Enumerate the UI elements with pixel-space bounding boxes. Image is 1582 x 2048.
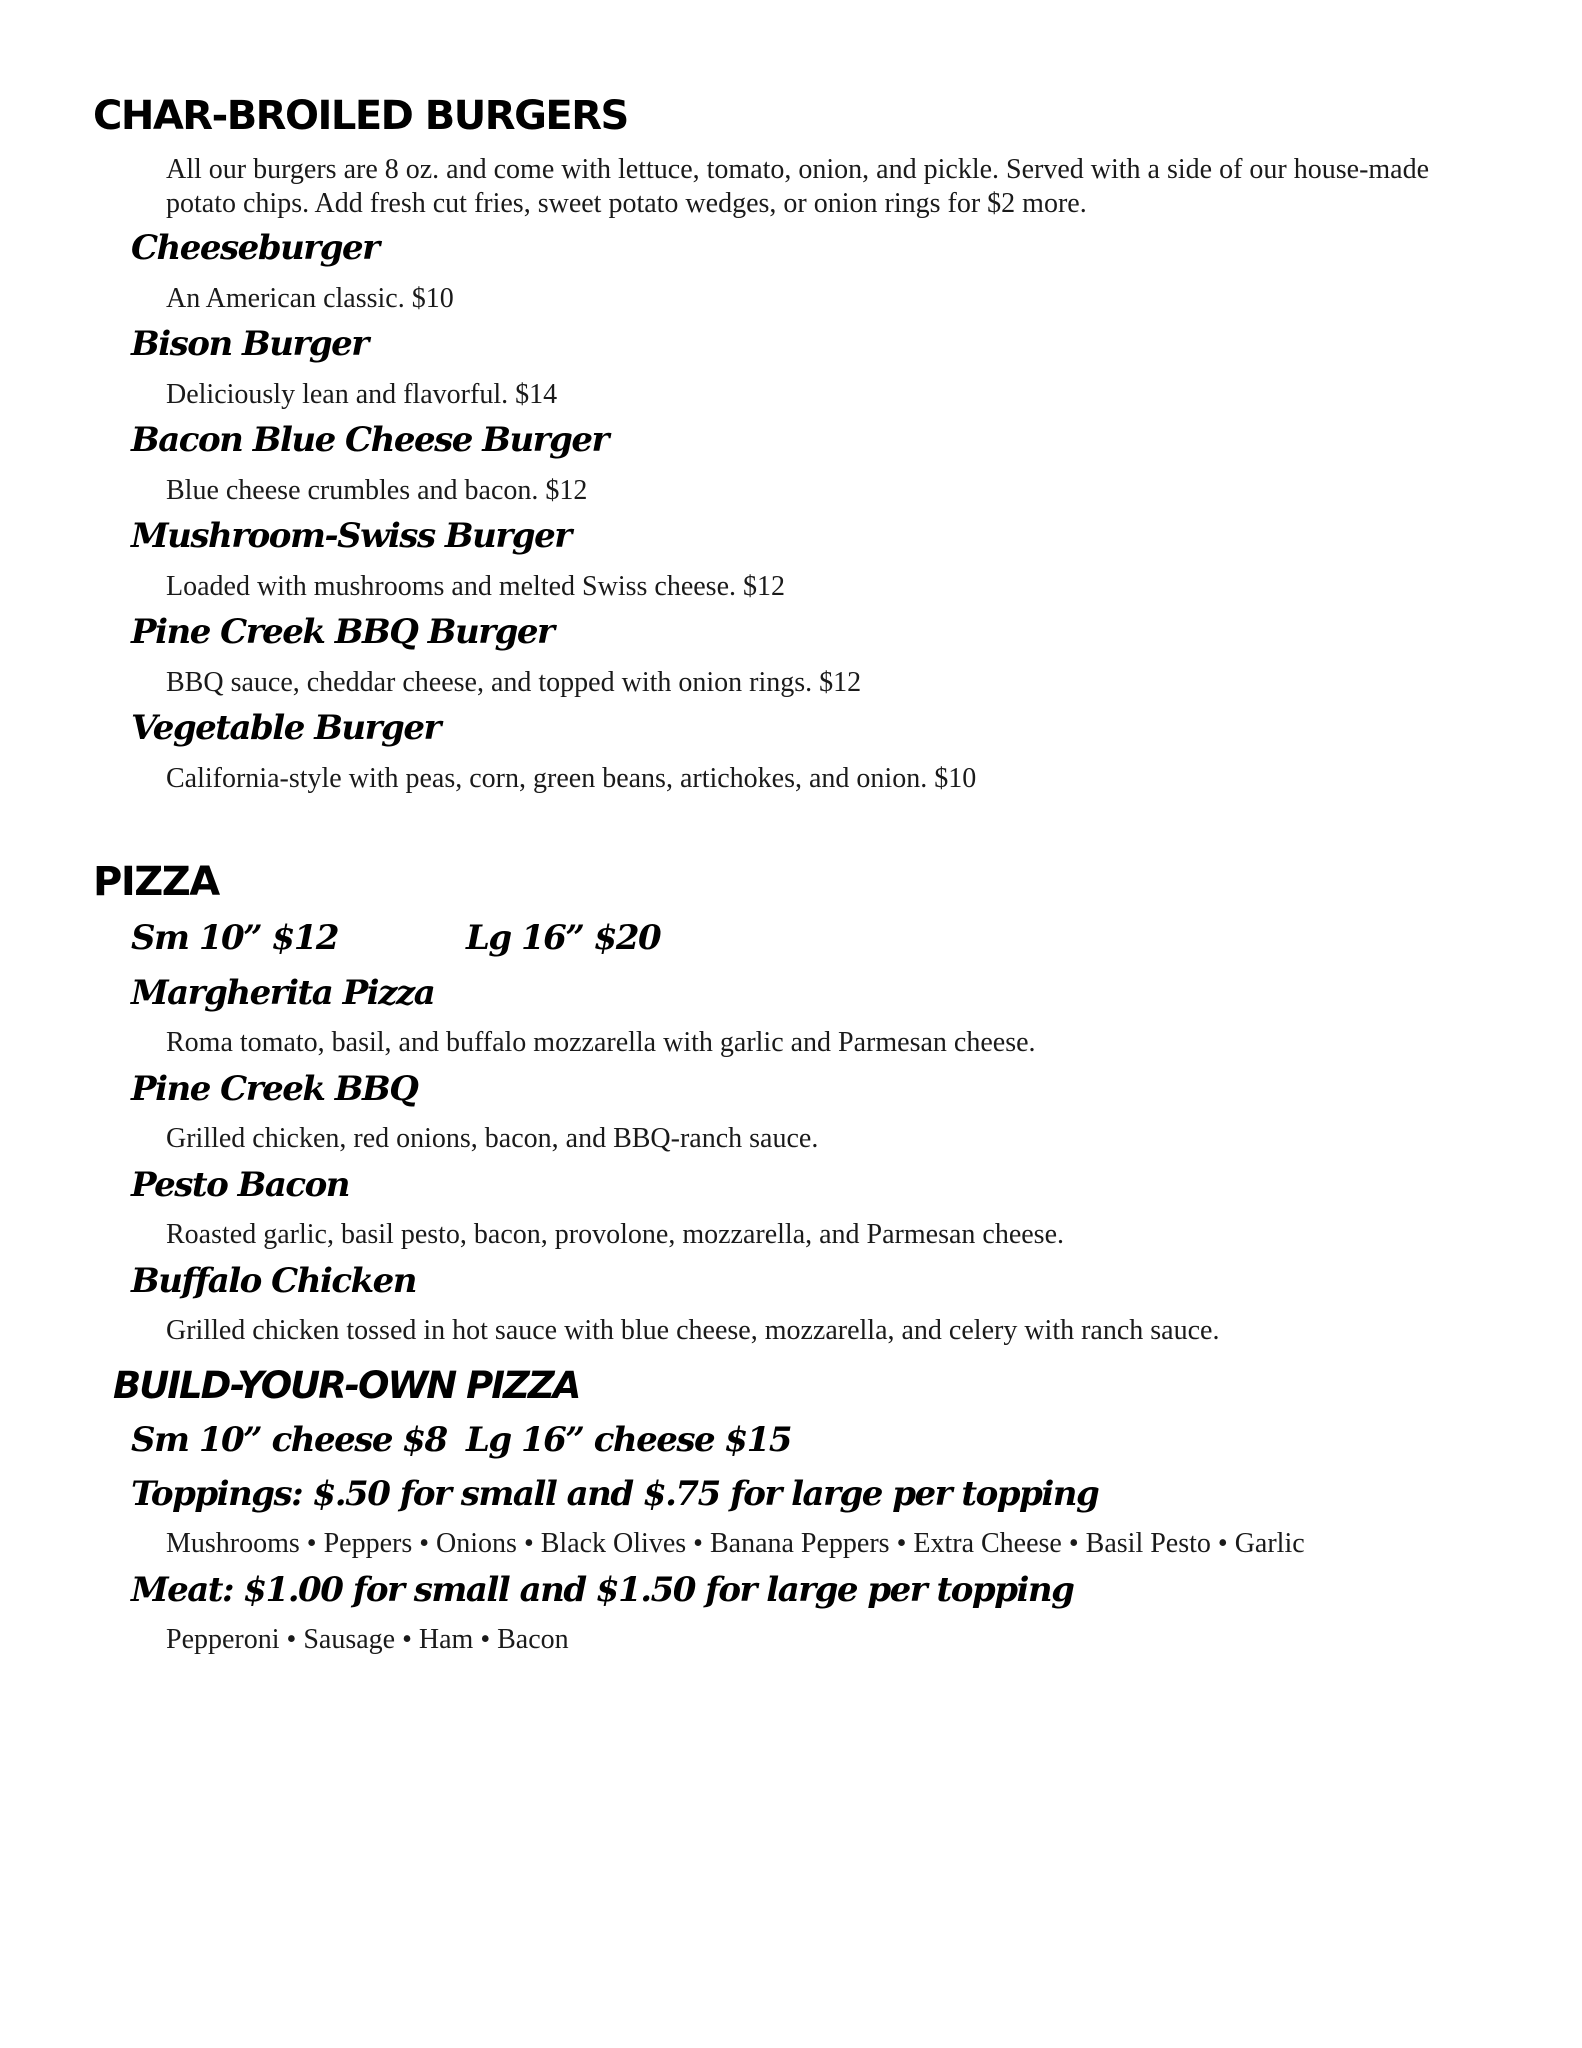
menu-item-desc: Roasted garlic, basil pesto, bacon, provolone, mozzarella, and Parmesan cheese. <box>166 1219 1065 1250</box>
pizza-size-small: Sm 10” $12 <box>131 918 339 958</box>
pizza-size-large: Lg 16” $20 <box>466 918 661 958</box>
menu-item-desc: Grilled chicken tossed in hot sauce with blue cheese, mozzarella, and celery with ranch sauce. <box>166 1315 1220 1346</box>
menu-item-name: Pine Creek BBQ Burger <box>131 612 554 652</box>
burgers-title: CHAR-BROILED BURGERS <box>93 93 628 139</box>
menu-item-desc: Grilled chicken, red onions, bacon, and BBQ-ranch sauce. <box>166 1123 819 1154</box>
menu-item-desc: Roma tomato, basil, and buffalo mozzarella with garlic and Parmesan cheese. <box>166 1027 1036 1058</box>
menu-item-name: Margherita Pizza <box>131 973 435 1013</box>
menu-item-name: Vegetable Burger <box>131 708 440 748</box>
pizza-title: PIZZA <box>93 859 219 905</box>
menu-item-desc: California-style with peas, corn, green beans, artichokes, and onion. $10 <box>166 763 977 794</box>
menu-item-desc: Blue cheese crumbles and bacon. $12 <box>166 475 588 506</box>
toppings-label: Toppings: $.50 for small and $.75 for large per topping <box>131 1474 1099 1514</box>
menu-item-name: Pesto Bacon <box>131 1165 350 1205</box>
menu-item-name: Pine Creek BBQ <box>131 1069 418 1109</box>
byo-size-large: Lg 16” cheese $15 <box>466 1420 791 1460</box>
menu-item-name: Bison Burger <box>131 324 368 364</box>
menu-item-name: Bacon Blue Cheese Burger <box>131 420 608 460</box>
menu-item-name: Mushroom-Swiss Burger <box>131 516 571 556</box>
meat-list: Pepperoni • Sausage • Ham • Bacon <box>166 1624 569 1655</box>
toppings-list: Mushrooms • Peppers • Onions • Black Olives • Banana Peppers • Extra Cheese • Basil Pesto • Garlic <box>166 1528 1305 1559</box>
menu-item-desc: Loaded with mushrooms and melted Swiss cheese. $12 <box>166 571 786 602</box>
menu-item-desc: BBQ sauce, cheddar cheese, and topped with onion rings. $12 <box>166 667 862 698</box>
menu-item-desc: An American classic. $10 <box>166 283 454 314</box>
byo-size-small: Sm 10” cheese $8 <box>131 1420 447 1460</box>
byo-title: BUILD-YOUR-OWN PIZZA <box>113 1364 580 1407</box>
burgers-intro: All our burgers are 8 oz. and come with lettuce, tomato, onion, and pickle. Served with a side of our house-made potato chips. Add fresh cut fries, sweet potato wedges, or onion rings for $2 more. <box>166 154 1430 219</box>
menu-item-name: Buffalo Chicken <box>131 1261 416 1301</box>
meat-label: Meat: $1.00 for small and $1.50 for large per topping <box>131 1570 1074 1610</box>
menu-item-desc: Deliciously lean and flavorful. $14 <box>166 379 558 410</box>
menu-item-name: Cheeseburger <box>131 228 379 268</box>
